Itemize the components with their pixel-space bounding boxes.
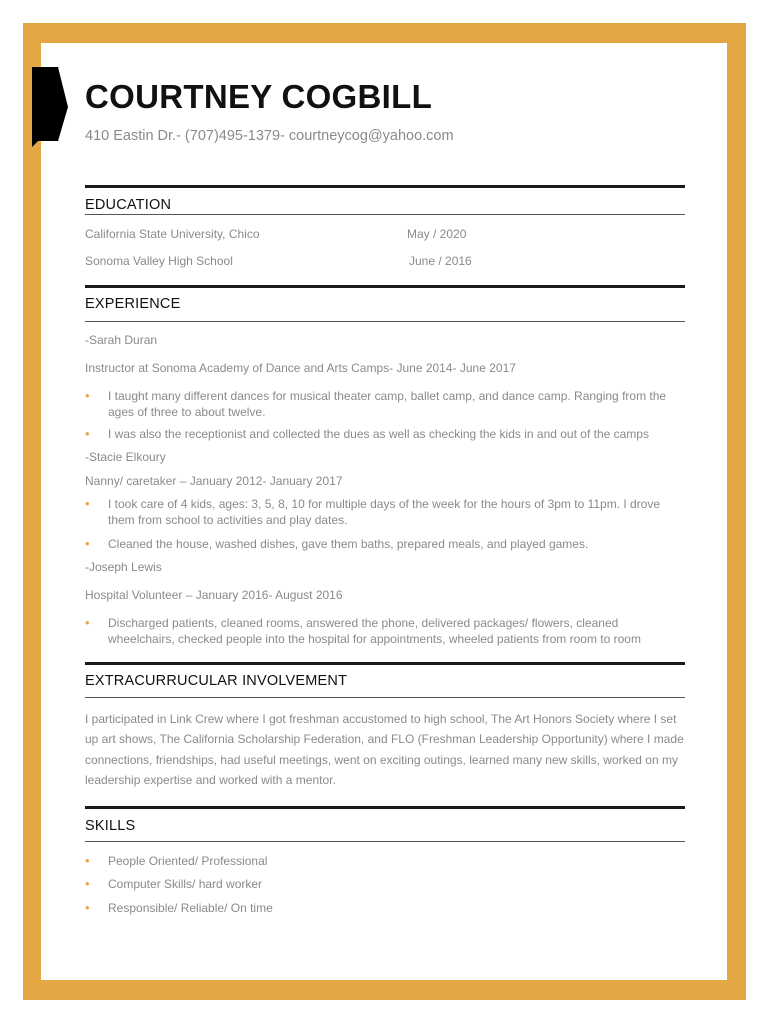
bullet-dot-icon: • (85, 876, 90, 891)
education-date: June / 2016 (409, 254, 472, 268)
education-school: Sonoma Valley High School (85, 254, 233, 268)
extracurricular-paragraph: I participated in Link Crew where I got freshman accustomed to high school, The Art Honors Society where I set up art shows, The California Scholarship Federation, and FLO (Freshman Leadership Opportunity) where I made connections, friendships, had useful meetings, went on exciting outings, learned many new skills, worked on my leadership expertise and worked with a mentor. (85, 712, 684, 788)
education-school: California State University, Chico (85, 227, 260, 241)
job-bullet (85, 536, 681, 552)
section-title-extracurricular: EXTRACURRUCULAR INVOLVEMENT (85, 673, 348, 689)
job-role: Hospital Volunteer – January 2016- August 2016 (85, 588, 343, 602)
bullet-text: I taught many different dances for musical theater camp, ballet camp, and dance camp. Ranging from the ages of three to about twelve. (108, 389, 667, 419)
job-contact: -Joseph Lewis (85, 560, 162, 574)
job-contact: -Sarah Duran (85, 333, 158, 347)
bullet-dot-icon: • (85, 388, 90, 403)
skill-item (85, 853, 681, 869)
bullet-dot-icon: • (85, 900, 90, 915)
skill-text: People Oriented/ Professional (108, 854, 268, 868)
bullet-dot-icon: • (85, 536, 90, 551)
job-contact: -Stacie Elkoury (85, 450, 166, 464)
contact-line: 410 Eastin Dr.- (707)495-1379- courtneycog@yahoo.com (85, 128, 454, 144)
education-date: May / 2020 (407, 227, 467, 241)
bullet-dot-icon: • (85, 615, 90, 630)
bullet-dot-icon: • (85, 496, 90, 511)
resume-name: COURTNEY COGBILL (85, 78, 433, 115)
job-bullet (85, 496, 681, 528)
skill-item (85, 876, 681, 892)
section-title-experience: EXPERIENCE (85, 296, 181, 312)
section-rule-thick (85, 662, 685, 665)
bullet-dot-icon: • (85, 853, 90, 868)
job-role: Nanny/ caretaker – January 2012- January 2017 (85, 474, 343, 488)
skill-item (85, 900, 681, 916)
section-rule-thin (85, 697, 685, 698)
section-rule-thin (85, 841, 685, 842)
section-title-skills: SKILLS (85, 818, 136, 834)
bullet-text: I was also the receptionist and collected the dues as well as checking the kids in and out of the camps (108, 427, 649, 441)
header-tag-marker (32, 67, 68, 147)
bullet-text: Discharged patients, cleaned rooms, answered the phone, delivered packages/ flowers, cleaned wheelchairs, checked people into the hospital for appointments, wheeled patients from room to room (108, 616, 641, 646)
skill-text: Responsible/ Reliable/ On time (108, 901, 273, 915)
job-bullet (85, 388, 681, 420)
job-role: Instructor at Sonoma Academy of Dance and Arts Camps- June 2014- June 2017 (85, 361, 516, 375)
job-bullet (85, 615, 681, 647)
job-bullet (85, 426, 681, 442)
section-rule-thin (85, 214, 685, 215)
section-title-education: EDUCATION (85, 197, 172, 213)
section-rule-thin (85, 321, 685, 322)
bullet-text: Cleaned the house, washed dishes, gave them baths, prepared meals, and played games. (108, 537, 589, 551)
bullet-dot-icon: • (85, 426, 90, 441)
section-rule-thick (85, 806, 685, 809)
section-rule-thick (85, 285, 685, 288)
bullet-text: I took care of 4 kids, ages: 3, 5, 8, 10 for multiple days of the week for the hours of 3pm to 11pm. I drove them from school to activities and play dates. (108, 497, 661, 527)
skill-text: Computer Skills/ hard worker (108, 877, 263, 891)
section-rule-thick (85, 185, 685, 188)
